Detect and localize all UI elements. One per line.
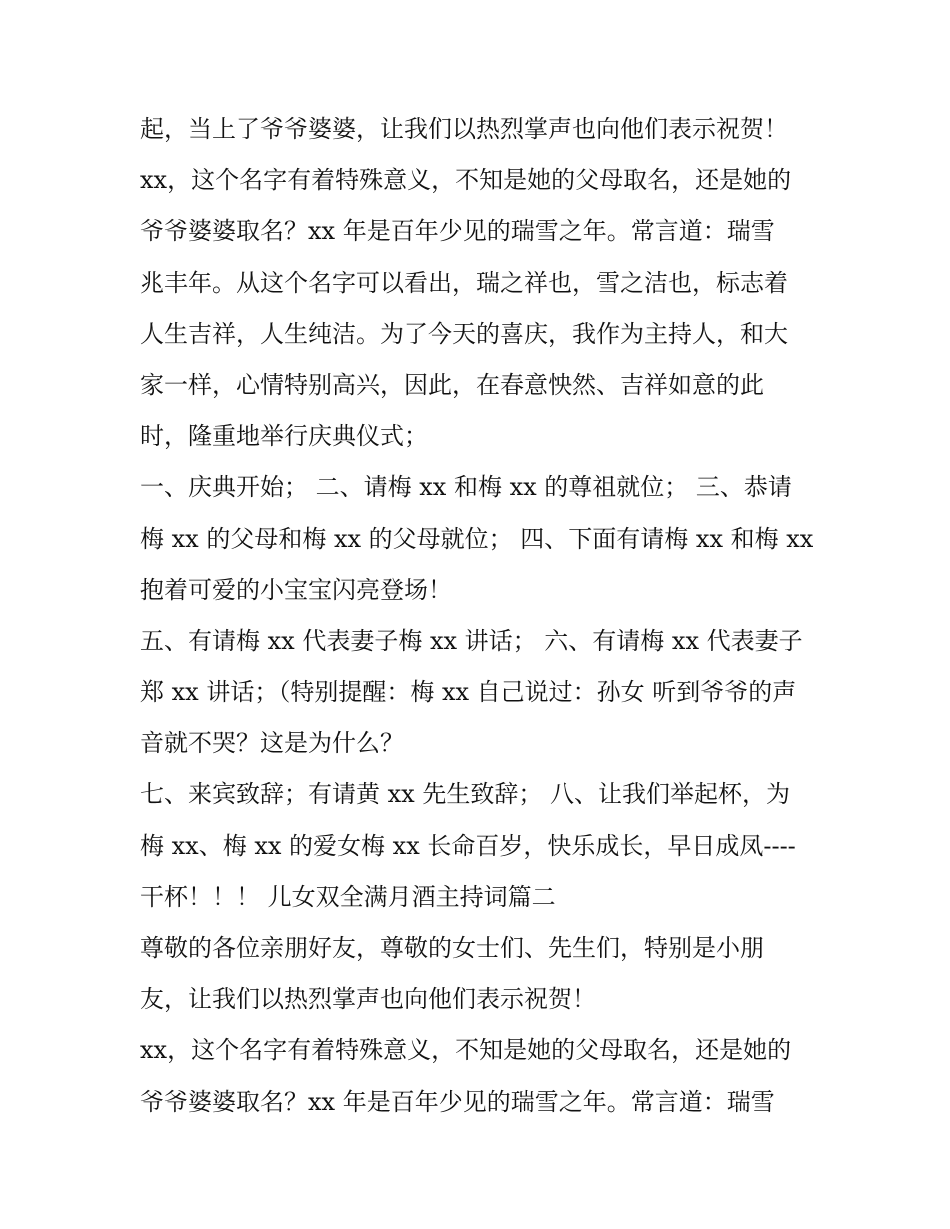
text-line: 五、有请梅 xx 代表妻子梅 xx 讲话； 六、有请梅 xx 代表妻子	[140, 626, 803, 655]
text-line: 爷爷婆婆取名？xx 年是百年少见的瑞雪之年。常言道：瑞雪	[140, 1087, 775, 1116]
text-line: 家一样，心情特别高兴，因此，在春意怏然、吉祥如意的此	[140, 370, 764, 399]
text-line: 干杯！！！ 儿女双全满月酒主持词篇二	[140, 882, 556, 911]
text-line: 兆丰年。从这个名字可以看出，瑞之祥也，雪之洁也，标志着	[140, 268, 788, 297]
text-line: 人生吉祥，人生纯洁。为了今天的喜庆，我作为主持人，和大	[140, 319, 788, 348]
text-line: 梅 xx、梅 xx 的爱女梅 xx 长命百岁，快乐成长，早日成凤----	[140, 831, 796, 860]
text-line: 友，让我们以热烈掌声也向他们表示祝贺！	[140, 985, 596, 1014]
text-line: 时，隆重地举行庆典仪式；	[140, 422, 428, 451]
text-line: 抱着可爱的小宝宝闪亮登场！	[140, 575, 452, 604]
text-line: 一、庆典开始； 二、请梅 xx 和梅 xx 的尊祖就位； 三、恭请	[140, 473, 792, 502]
text-line: 梅 xx 的父母和梅 xx 的父母就位； 四、下面有请梅 xx 和梅 xx	[140, 524, 814, 553]
text-line: 尊敬的各位亲朋好友，尊敬的女士们、先生们，特别是小朋	[140, 934, 764, 962]
document-body	[140, 104, 820, 1128]
text-line: 音就不哭？这是为什么？	[140, 729, 404, 758]
text-line: 爷爷婆婆取名？xx 年是百年少见的瑞雪之年。常言道：瑞雪	[140, 217, 775, 246]
text-line: xx，这个名字有着特殊意义，不知是她的父母取名，还是她的	[140, 1036, 792, 1065]
text-line: 七、来宾致辞；有请黄 xx 先生致辞； 八、让我们举起杯，为	[140, 780, 790, 809]
text-line: 郑 xx 讲话；（特别提醒：梅 xx 自己说过：孙女 听到爷爷的声	[140, 678, 797, 707]
text-line: xx，这个名字有着特殊意义，不知是她的父母取名，还是她的	[140, 166, 792, 195]
text-line: 起，当上了爷爷婆婆，让我们以热烈掌声也向他们表示祝贺！	[140, 115, 788, 143]
